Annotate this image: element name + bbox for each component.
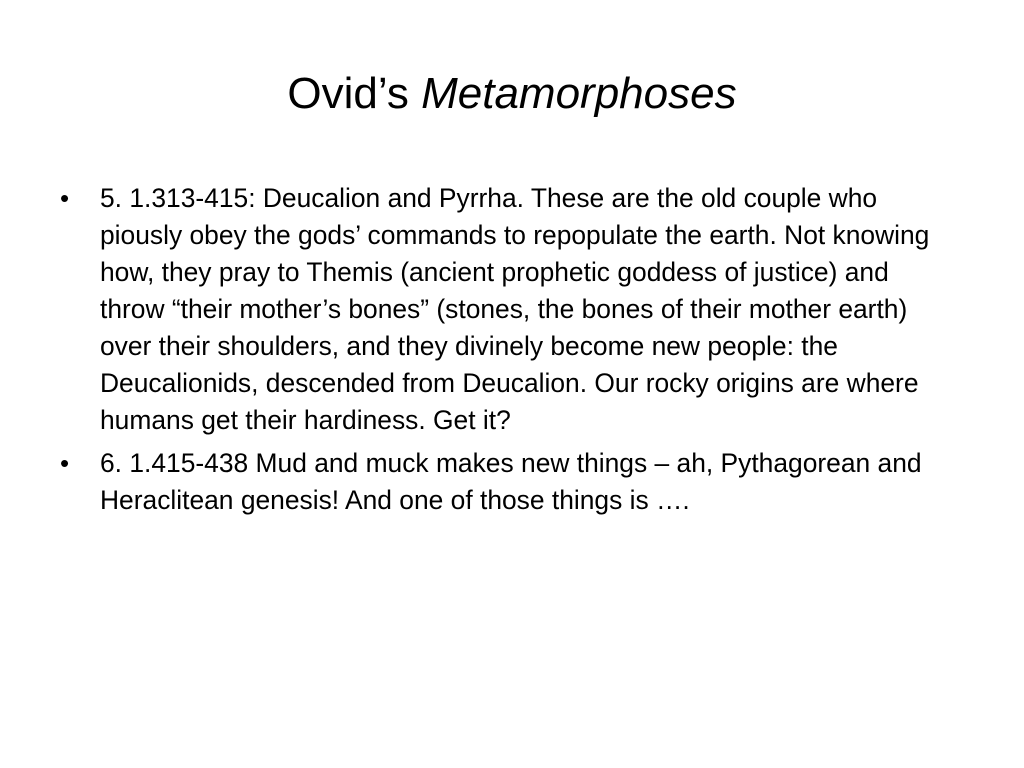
bullet-text: 5. 1.313-415: Deucalion and Pyrrha. These are the old couple who piously obey the gods’ commands to repopulate the earth. Not knowing how, they pray to Themis (ancient prophetic goddess of justice) and throw “their mother’s bones” (stones, the bones of their mother earth) over their shoulders, and they divinely become new people: the Deucalionids, descended from Deucalion. Our rocky origins are where humans get their hardiness. Get it? — [100, 183, 930, 435]
bullet-text: 6. 1.415-438 Mud and muck makes new things – ah, Pythagorean and Heraclitean genesis! And one of those things is …. — [100, 448, 922, 515]
bullet-list — [56, 180, 956, 525]
bullet-dot-icon: • — [60, 183, 70, 213]
title-plain: Ovid’s — [287, 69, 422, 118]
bullet-dot-icon: • — [60, 448, 70, 478]
bullet-item — [56, 445, 956, 519]
bullet-item — [56, 180, 956, 439]
title-italic: Metamorphoses — [421, 69, 737, 118]
slide-title — [0, 64, 1024, 124]
